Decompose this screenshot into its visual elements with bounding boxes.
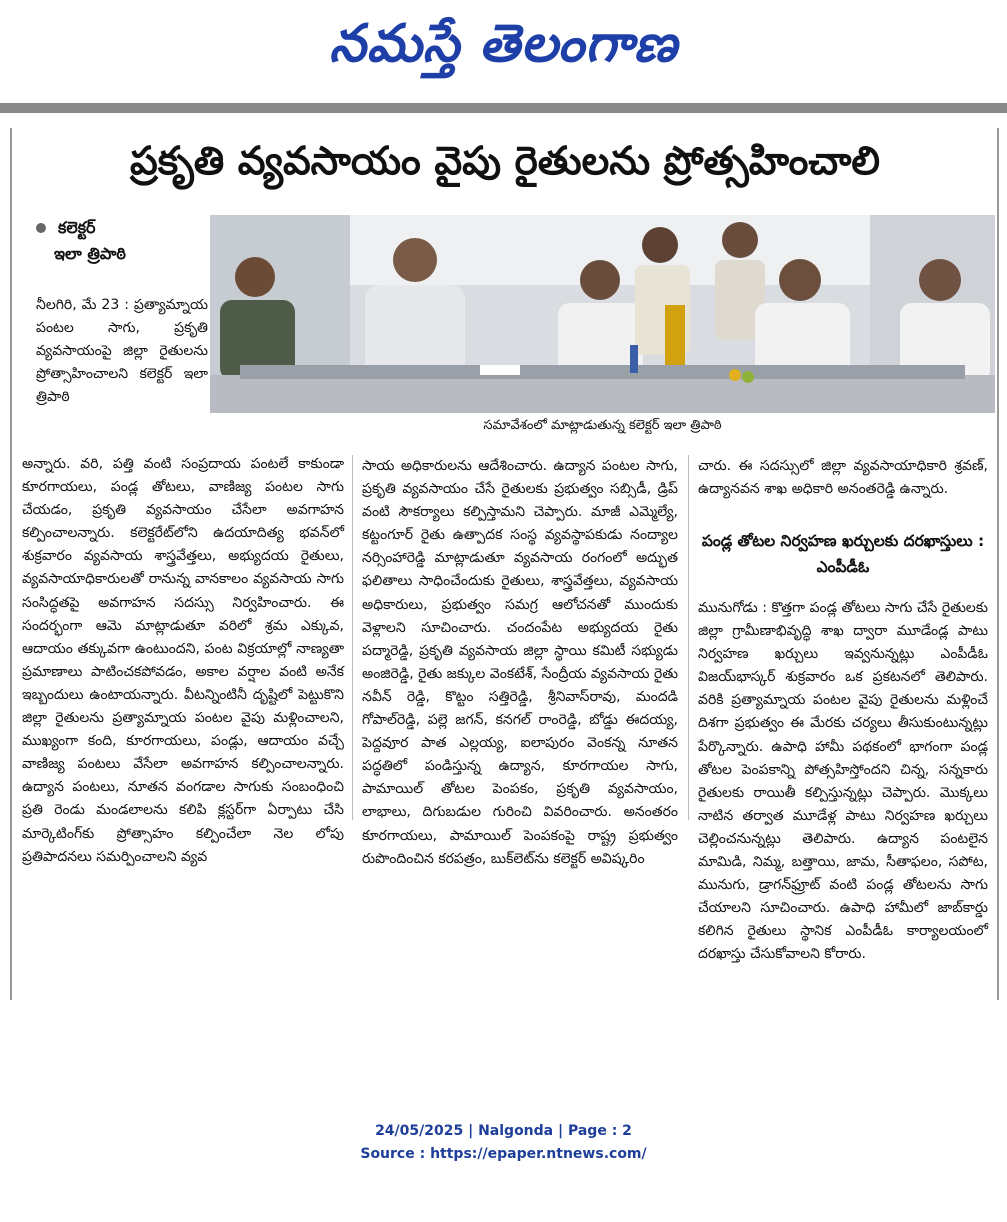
photo-caption: సమావేశంలో మాట్లాడుతున్న కలెక్టర్ ఇలా త్రిపాఠి	[483, 417, 722, 433]
column-divider	[352, 455, 353, 820]
meeting-photo-illustration	[210, 215, 995, 413]
article-body-2: సాయ అధికారులను ఆదేశించారు. ఉద్యాన పంటల సాగు, ప్రకృతి వ్యవసాయం చేసే రైతులకు ప్రభుత్వం సబ్సిడీ, డ్రిప్ వంటి సౌకర్యాలు కల్పిస్తామని చెప్పారు. మాజీ ఎమ్మెల్యే, కట్టంగూర్ రైతు ఉత్పాదక సంస్థ వ్యవస్థాపకుడు నంద్యాల నర్సింహారెడ్డి మాట్లాడుతూ వ్యవసాయ రంగంలో అద్భుత ఫలితాలు సాధించేందుకు రైతులు, శాస్త్రవేత్తలు, వ్యవసాయ అధికారులు, ప్రభుత్వం సమగ్ర ఆలోచనతో ముందుకు వెళ్లాలని సూచించారు. చందంపేట అభ్యుదయ రైతు పద్మారెడ్డి, ప్రకృతి వ్యవసాయ జిల్లా స్థాయి కమిటీ సభ్యుడు అంజిరెడ్డి, రైతు జక్కుల వెంకటేశ్, సేంద్రీయ వ్యవసాయ రైతు నవీన్ రెడ్డి, కొట్టం సత్తిరెడ్డి, శ్రీనివాస్‌రావు, మందడి గోపాల్‌రెడ్డి, పల్లె జగన్, కనగల్ రాంరెడ్డి, బోడ్డు ఈదయ్య, పెద్దవూర పాత ఎల్లయ్య, ఐలాపురం వెంకన్న నూతన పద్ధతిలో పండిస్తున్న ఉద్యాన, కూరగాయల సాగు, పామాయిల్ తోటల పెంపకం, ప్రకృతి వ్యవసాయం, లాభాలు, దిగుబడుల గురించి వివరించారు. అనంతరం కూరగాయలు, పామాయిల్ పెంపకంపై రాష్ట్ర ప్రభుత్వం రుపొందించిన కరపత్రం, బుక్‌లెట్‌ను కలెక్టర్ అవిష్కరిం	[362, 458, 678, 867]
bullet-icon	[36, 223, 46, 233]
masthead-rule	[0, 103, 1007, 113]
footer-source: Source : https://epaper.ntnews.com/	[360, 1146, 647, 1162]
article-column-1-body	[22, 453, 344, 865]
byline	[36, 215, 206, 267]
article-intro: నీలగిరి, మే 23 : ప్రత్యామ్నాయ పంటల సాగు, ప్రకృతి వ్యవసాయంపై జిల్లా రైతులను ప్రోత్సాహించాలని కలెక్టర్ ఇలా త్రిపాఠి	[36, 297, 208, 406]
article-body-1: అన్నారు. వరి, పత్తి వంటి సంప్రదాయ పంటలే కాకుండా కూరగాయలు, పండ్ల తోటలు, వాణిజ్య పంటల సాగు చేయడం, ప్రకృతి వ్యవసాయం చేసేలా అవగాహన కల్పించాలన్నారు. కలెక్టరేట్‌లోని ఉదయాదిత్య భవన్‌లో శుక్రవారం వ్యవసాయ శాస్త్రవేత్తలు, అభ్యుదయ రైతులు, వ్యవసాయాధికారులతో రానున్న వానకాలం వ్యవసాయ సాగు సంసిద్ధతపై అవగాహన సదస్సు నిర్వహించారు. ఈ సందర్భంగా ఆమె మాట్లాడుతూ వరిలో శ్రమ ఎక్కువ, ఆదాయం తక్కువగా ఉంటుందని, పంట విక్రయాల్లో నాణ్యతా ప్రమాణాలు పాటించకపోవడం, అకాల వర్షాల వంటి అనేక ఇబ్బందులు ఉంటాయన్నారు. వీటన్నింటినీ దృష్టిలో పెట్టుకొని జిల్లా రైతులను ప్రత్యామ్నాయ పంటల వైపు మళ్లించాలని, ముఖ్యంగా కంది, కూరగాయలు, పండ్లు, ఆదాయం వచ్చే వాణిజ్య పంటలు వేసేలా అవగాహన కల్పించాలన్నారు. ఉద్యాన పంటలు, నూతన వంగడాల సాగుకు సంబంధించి ప్రతి రెండు మండలాలను కలిపి క్లస్టర్‌గా ఏర్పాటు చేసి మార్కెటింగ్‌కు ప్రోత్సాహం కల్పించేలా నెల లోపు ప్రతిపాదనలు సమర్పించాలని వ్యవ	[22, 456, 344, 865]
article-headline: ప్రకృతి వ్యవసాయం వైపు రైతులను ప్రోత్సహించాలి	[130, 139, 880, 184]
byline-name: ఇలా త్రిపాఠి	[54, 244, 126, 263]
article-body-3: చారు. ఈ సదస్సులో జిల్లా వ్యవసాయాధికారి శ్రవణ్, ఉద్యానవన శాఖ అధికారి అనంతరెడ్డి ఉన్నారు.	[698, 458, 988, 498]
article-column-2	[362, 455, 678, 867]
masthead	[0, 0, 1007, 100]
left-border-rule	[10, 128, 12, 1000]
byline-title: కలెక్టర్	[58, 218, 96, 237]
right-border-rule	[997, 128, 999, 1000]
column-divider	[688, 455, 689, 820]
sidebar-story-column	[698, 597, 988, 963]
sidebar-story-body: మునుగోడు : కొత్తగా పండ్ల తోటలు సాగు చేసే రైతులకు జిల్లా గ్రామీణాభివృద్ధి శాఖ ద్వారా మూడేండ్ల పాటు నిర్వహణ ఖర్చులు ఇవ్వనున్నట్లు ఎంపీడీఓ విజయ్‌భాస్కర్ శుక్రవారం ఒక ప్రకటనలో తెలిపారు. వరికి ప్రత్యామ్నాయ పంటల వైపు రైతులను మళ్లించే దిశగా ప్రభుత్వం ఈ మేరకు చర్యలు తీసుకుంటున్నట్లు పేర్కొన్నారు. ఉపాధి హామీ పథకంలో భాగంగా పండ్ల తోటల పెంపకాన్ని పోత్సహిస్తోందని చిన్న, సన్నకారు రైతులకు రాయితీ కల్పిస్తున్నట్లు చెప్పారు. మొక్కలు నాటిన తర్వాత మూడేళ్ల పాటు నిర్వహణ ఖర్చులు చెల్లించనున్నట్లు తెలిపారు. ఉద్యాన పంటలైన మామిడి, నిమ్మ, బత్తాయి, జామ, సీతాఫలం, సపోట, మునుగు, డ్రాగన్‌ఫ్రూట్ వంటి పండ్ల తోటలను సాగు చేయాలని సూచించారు. ఉపాధి హామీలో జాబ్‌కార్డు కలిగిన రైతులు స్థానిక ఎంపీడీఓ కార్యాలయంలో దరఖాస్తు చేసుకోవాలని కోరారు.	[698, 600, 988, 963]
sidebar-story-headline: పండ్ల తోటల నిర్వహణ ఖర్చులకు దరఖాస్తులు : ఎంపీడీఓ	[701, 532, 985, 576]
masthead-title: నమస్తే తెలంగాణ	[329, 13, 678, 74]
article-photo	[210, 215, 995, 413]
article-column-3	[698, 455, 988, 525]
footer-edition-info: 24/05/2025 | Nalgonda | Page : 2	[375, 1123, 632, 1139]
page-footer	[0, 1120, 1007, 1166]
